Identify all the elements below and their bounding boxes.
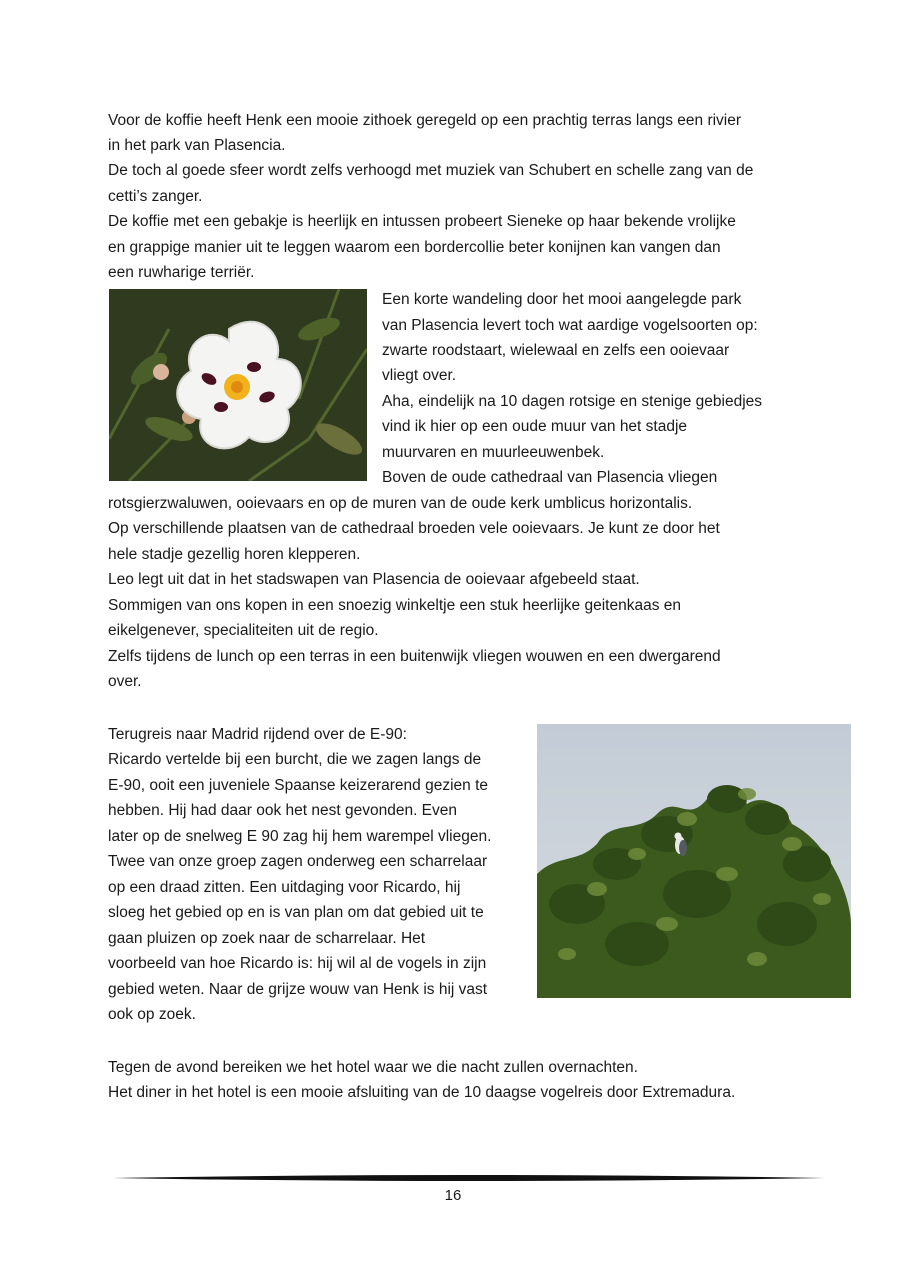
footer-divider [113,1172,825,1184]
body-text-line: en grappige manier uit te leggen waarom een bordercollie beter konijnen kan vangen dan [108,239,721,256]
page-number: 16 [444,1187,462,1204]
tree-bird-photo [537,724,851,998]
body-text-line: rotsgierzwaluwen, ooievaars en op de muren van de oude kerk umblicus horizontalis. [108,495,693,512]
body-text-line: zwarte roodstaart, wielewaal en zelfs een ooievaar [382,342,730,359]
body-text-line: E-90, ooit een juveniele Spaanse keizerarend gezien te [108,777,489,794]
body-text-line: gaan pluizen op zoek naar de scharrelaar. Het [108,930,426,947]
body-text-line: Het diner in het hotel is een mooie afsluiting van de 10 daagse vogelreis door Extremadura. [108,1084,736,1101]
body-text-line: sloeg het gebied op en is van plan om dat gebied uit te [108,904,484,921]
body-text-line: een ruwharige terriër. [108,264,255,281]
flower-photo [109,289,367,481]
body-text-line: Twee van onze groep zagen onderweg een scharrelaar [108,853,488,870]
body-text-line: Leo legt uit dat in het stadswapen van Plasencia de ooievaar afgebeeld staat. [108,571,640,588]
body-text-line: De koffie met een gebakje is heerlijk en intussen probeert Sieneke op haar bekende vrolijke [108,213,736,230]
body-text-line: De toch al goede sfeer wordt zelfs verhoogd met muziek van Schubert en schelle zang van de [108,162,754,179]
body-text-line: muurvaren en muurleeuwenbek. [382,444,605,461]
body-text-line: later op de snelweg E 90 zag hij hem warempel vliegen. [108,828,492,845]
body-text-line: Voor de koffie heeft Henk een mooie zithoek geregeld op een prachtig terras langs een rivier [108,112,742,129]
body-text-line: Sommigen van ons kopen in een snoezig winkeltje een stuk heerlijke geitenkaas en [108,597,681,614]
body-text-line: Een korte wandeling door het mooi aangelegde park [382,291,742,308]
body-text-line: op een draad zitten. Een uitdaging voor Ricardo, hij [108,879,461,896]
body-text-line: Aha, eindelijk na 10 dagen rotsige en stenige gebiedjes [382,393,763,410]
body-text-line: voorbeeld van hoe Ricardo is: hij wil al de vogels in zijn [108,955,487,972]
body-text-line: Boven de oude cathedraal van Plasencia vliegen [382,469,718,486]
body-text-line: Tegen de avond bereiken we het hotel waar we die nacht zullen overnachten. [108,1059,638,1076]
body-text-line: in het park van Plasencia. [108,137,286,154]
body-text-line: over. [108,673,142,690]
body-text-line: Zelfs tijdens de lunch op een terras in een buitenwijk vliegen wouwen en een dwergarend [108,648,721,665]
body-text-line: van Plasencia levert toch wat aardige vogelsoorten op: [382,317,758,334]
body-text-line: Ricardo vertelde bij een burcht, die we zagen langs de [108,751,482,768]
body-text-line: cetti’s zanger. [108,188,203,205]
body-text-line: gebied weten. Naar de grijze wouw van Henk is hij vast [108,981,488,998]
body-text-line: eikelgenever, specialiteiten uit de regio. [108,622,379,639]
body-text-line: Op verschillende plaatsen van de cathedraal broeden vele ooievaars. Je kunt ze door het [108,520,720,537]
body-text-line: vind ik hier op een oude muur van het stadje [382,418,688,435]
body-text-line: hele stadje gezellig horen klepperen. [108,546,361,563]
body-text-line: ook op zoek. [108,1006,196,1023]
section-heading-line: Terugreis naar Madrid rijdend over de E-90: [108,726,407,743]
body-text-line: vliegt over. [382,367,457,384]
body-text-line: hebben. Hij had daar ook het nest gevonden. Even [108,802,458,819]
